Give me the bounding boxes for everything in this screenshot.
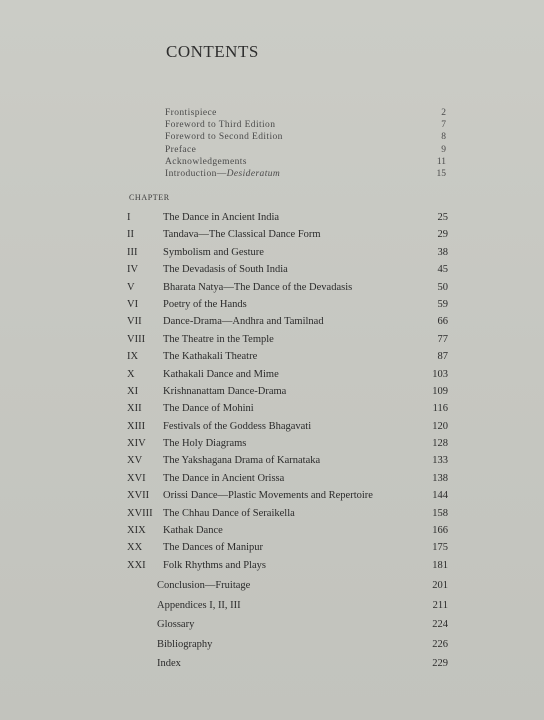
chapter-page: 29 — [437, 229, 448, 241]
chapter-row — [0, 369, 544, 386]
entry-title: Conclusion—Fruitage — [157, 580, 251, 591]
back-matter-row — [0, 658, 544, 678]
chapter-number: XI — [127, 385, 139, 397]
chapter-page: 109 — [432, 385, 448, 397]
list-item — [0, 145, 544, 157]
chapter-row — [0, 247, 544, 264]
entry-page: 211 — [432, 599, 448, 611]
entry-page: 226 — [432, 638, 448, 650]
chapter-title: Kathakali Dance and Mime — [163, 368, 279, 380]
chapter-title: The Dances of Manipur — [163, 542, 264, 554]
chapter-number: IX — [127, 351, 139, 363]
chapter-page: 45 — [437, 264, 448, 276]
chapter-page: 59 — [437, 298, 448, 310]
chapter-number: XVIII — [127, 507, 153, 519]
entry-title: Frontispiece — [165, 108, 217, 118]
chapter-row — [0, 351, 544, 368]
list-item — [0, 132, 544, 144]
chapter-number: VII — [127, 316, 142, 328]
chapter-title: Festivals of the Goddess Bhagavati — [163, 420, 312, 432]
chapter-row — [0, 508, 544, 525]
entry-title — [165, 169, 280, 179]
chapter-title: Krishnanattam Dance-Drama — [163, 385, 287, 397]
chapter-number: XV — [127, 455, 143, 467]
chapter-page: 128 — [432, 438, 448, 450]
chapter-list — [0, 212, 544, 577]
chapter-number: XIII — [127, 420, 146, 432]
entry-title: Preface — [165, 144, 197, 155]
front-matter-list — [0, 108, 544, 181]
chapter-page: 158 — [432, 507, 448, 519]
entry-page: 229 — [432, 658, 448, 670]
chapter-title: Tandava—The Classical Dance Form — [163, 229, 321, 241]
back-matter-row — [0, 580, 544, 600]
entry-title: Index — [157, 658, 181, 670]
back-matter-row — [0, 619, 544, 639]
chapter-number: VIII — [127, 333, 146, 345]
chapter-number: X — [127, 368, 135, 380]
chapter-title: Bharata Natya—The Dance of the Devadasis — [163, 281, 353, 293]
chapter-title: The Devadasis of South India — [163, 264, 288, 276]
chapter-page: 133 — [432, 455, 448, 467]
entry-page: 224 — [432, 619, 448, 631]
chapter-row — [0, 455, 544, 472]
chapter-row — [0, 386, 544, 403]
chapter-title: The Dance in Ancient Orissa — [163, 472, 285, 484]
chapter-title: The Theatre in the Temple — [163, 333, 274, 345]
chapter-number: XIX — [127, 525, 146, 537]
chapter-title: The Dance of Mohini — [163, 403, 254, 415]
entry-page: 9 — [441, 144, 446, 155]
chapter-row — [0, 264, 544, 281]
chapter-row — [0, 421, 544, 438]
chapter-number: XII — [127, 403, 142, 415]
chapter-number: III — [127, 246, 138, 258]
chapter-page: 166 — [432, 525, 448, 537]
list-item — [0, 108, 544, 120]
chapter-page: 181 — [432, 559, 448, 571]
list-item — [0, 169, 544, 181]
chapter-number: XXI — [127, 559, 146, 571]
chapter-row — [0, 403, 544, 420]
chapter-title: Folk Rhythms and Plays — [163, 559, 266, 571]
entry-title: Glossary — [157, 619, 195, 631]
chapter-row — [0, 229, 544, 246]
chapter-page: 25 — [437, 212, 448, 223]
chapter-title: Poetry of the Hands — [163, 298, 247, 310]
list-item — [0, 120, 544, 132]
entry-title: Bibliography — [157, 638, 213, 650]
entry-page: 8 — [441, 132, 446, 143]
chapter-row — [0, 473, 544, 490]
chapter-title: The Kathakali Theatre — [163, 351, 258, 363]
entry-title: Foreword to Third Edition — [165, 120, 276, 131]
chapter-page: 87 — [437, 351, 448, 363]
chapter-page: 120 — [432, 420, 448, 432]
entry-page: 15 — [436, 168, 446, 179]
chapter-number: II — [127, 229, 134, 241]
page-title: CONTENTS — [166, 42, 259, 61]
chapter-number: IV — [127, 264, 139, 276]
entry-title-italic: Desideratum — [226, 168, 281, 179]
chapter-title: Orissi Dance—Plastic Movements and Repertoire — [163, 490, 373, 502]
chapter-row — [0, 316, 544, 333]
chapter-title: The Chhau Dance of Seraikella — [163, 507, 295, 519]
chapter-row — [0, 334, 544, 351]
chapter-row — [0, 525, 544, 542]
chapter-row — [0, 282, 544, 299]
entry-title: Acknowledgements — [165, 156, 247, 167]
chapter-number: I — [127, 212, 131, 223]
entry-title: Appendices I, II, III — [157, 599, 241, 611]
chapter-page: 138 — [432, 472, 448, 484]
chapter-number: VI — [127, 298, 139, 310]
chapter-page: 38 — [437, 246, 448, 258]
chapter-number: XIV — [127, 438, 146, 450]
chapter-row — [0, 560, 544, 577]
chapter-row — [0, 438, 544, 455]
chapter-page: 175 — [432, 542, 448, 554]
chapter-page: 103 — [432, 368, 448, 380]
chapter-title: Dance-Drama—Andhra and Tamilnad — [163, 316, 324, 328]
chapter-row — [0, 212, 544, 229]
chapter-title: Symbolism and Gesture — [163, 246, 264, 258]
entry-page: 7 — [441, 120, 446, 131]
chapter-page: 77 — [437, 333, 448, 345]
chapter-title: The Yakshagana Drama of Karnataka — [163, 455, 321, 467]
chapter-page: 66 — [437, 316, 448, 328]
entry-page: 11 — [436, 156, 446, 167]
chapter-column-label: CHAPTER — [129, 193, 170, 202]
chapter-page: 116 — [432, 403, 448, 415]
entry-title: Foreword to Second Edition — [165, 132, 283, 143]
back-matter-row — [0, 600, 544, 620]
chapter-title: The Holy Diagrams — [163, 438, 247, 450]
chapter-title: Kathak Dance — [163, 525, 223, 537]
chapter-number: XVI — [127, 472, 146, 484]
chapter-page: 144 — [432, 490, 448, 502]
chapter-number: XVII — [127, 490, 150, 502]
chapter-page: 50 — [437, 281, 448, 293]
list-item — [0, 157, 544, 169]
back-matter-list — [0, 580, 544, 678]
chapter-number: V — [127, 281, 135, 293]
chapter-title: The Dance in Ancient India — [163, 212, 280, 223]
entry-title-main: Introduction— — [165, 168, 227, 179]
chapter-row — [0, 490, 544, 507]
entry-page: 2 — [441, 108, 446, 118]
chapter-row — [0, 542, 544, 559]
chapter-row — [0, 299, 544, 316]
back-matter-row — [0, 639, 544, 659]
entry-page: 201 — [432, 580, 448, 591]
chapter-number: XX — [127, 542, 143, 554]
